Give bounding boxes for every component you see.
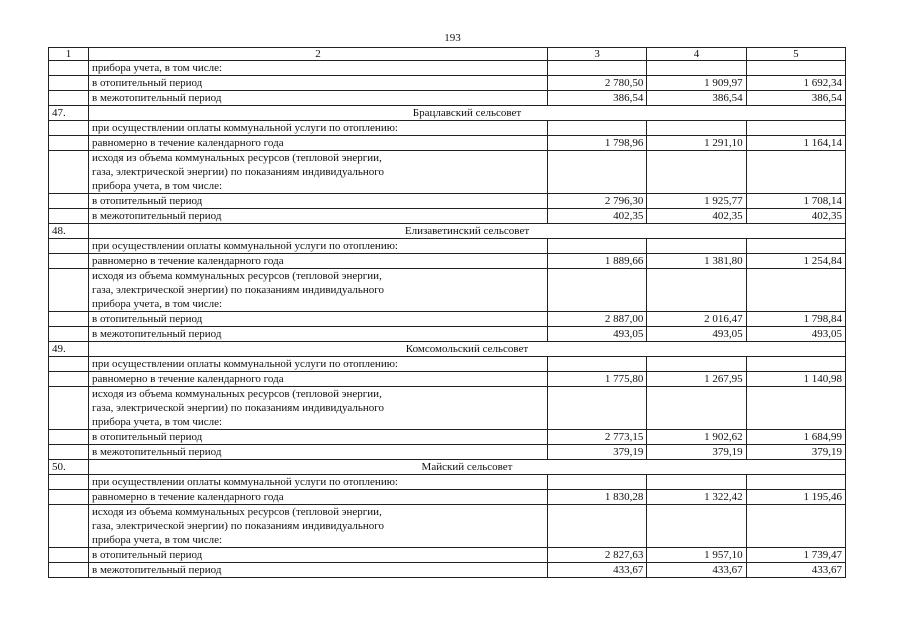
value-cell: 1 291,10: [647, 136, 746, 151]
value-cell: [548, 151, 647, 194]
row-number-cell: [49, 121, 89, 136]
table-row-multiline: [49, 387, 846, 430]
row-label-multiline: [89, 387, 548, 430]
section-row: [49, 342, 846, 357]
value-cell: [647, 505, 746, 548]
row-label-multiline: [89, 269, 548, 312]
row-label: в межотопительный период: [89, 91, 548, 106]
row-number-cell: [49, 76, 89, 91]
row-label-line: прибора учета, в том числе:: [92, 416, 223, 428]
row-number-cell: [49, 548, 89, 563]
value-cell: 1 140,98: [746, 372, 845, 387]
row-label: прибора учета, в том числе:: [89, 61, 548, 76]
table-row-multiline: [49, 269, 846, 312]
value-cell: [746, 505, 845, 548]
row-label: при осуществлении оплаты коммунальной услуги по отоплению:: [89, 121, 548, 136]
table-row: [49, 121, 846, 136]
value-cell: 402,35: [647, 209, 746, 224]
value-cell: [548, 475, 647, 490]
header-col-5: 5: [746, 48, 845, 61]
row-label-multiline: [89, 505, 548, 548]
value-cell: 1 957,10: [647, 548, 746, 563]
row-number-cell: [49, 91, 89, 106]
value-cell: 1 692,34: [746, 76, 845, 91]
value-cell: 1 889,66: [548, 254, 647, 269]
row-label: в отопительный период: [89, 548, 548, 563]
row-label: в межотопительный период: [89, 445, 548, 460]
value-cell: 1 775,80: [548, 372, 647, 387]
table-row: [49, 136, 846, 151]
row-number-cell: [49, 136, 89, 151]
page-number: 193: [444, 32, 461, 44]
table-row-multiline: [49, 151, 846, 194]
value-cell: 1 798,96: [548, 136, 647, 151]
value-cell: 1 684,99: [746, 430, 845, 445]
row-number-cell: [49, 194, 89, 209]
value-cell: 2 796,30: [548, 194, 647, 209]
value-cell: [548, 121, 647, 136]
table-row: [49, 209, 846, 224]
value-cell: [647, 269, 746, 312]
row-label-line: исходя из объема коммунальных ресурсов (тепловой энергии,: [92, 152, 382, 164]
section-title: Елизаветинский сельсовет: [89, 224, 846, 239]
row-number-cell: [49, 151, 89, 194]
table-row: [49, 372, 846, 387]
table-row: [49, 445, 846, 460]
row-number-cell: [49, 475, 89, 490]
value-cell: 379,19: [548, 445, 647, 460]
table-row: [49, 490, 846, 505]
table-row-multiline: [49, 505, 846, 548]
row-label: в межотопительный период: [89, 209, 548, 224]
value-cell: 1 708,14: [746, 194, 845, 209]
value-cell: [746, 387, 845, 430]
section-row: [49, 106, 846, 121]
value-cell: [548, 505, 647, 548]
row-number-cell: [49, 505, 89, 548]
row-label: при осуществлении оплаты коммунальной услуги по отоплению:: [89, 239, 548, 254]
value-cell: [548, 357, 647, 372]
row-label: при осуществлении оплаты коммунальной услуги по отоплению:: [89, 475, 548, 490]
row-label: равномерно в течение календарного года: [89, 490, 548, 505]
row-label-line: прибора учета, в том числе:: [92, 298, 223, 310]
value-cell: 2 016,47: [647, 312, 746, 327]
value-cell: 1 830,28: [548, 490, 647, 505]
table-row: [49, 327, 846, 342]
table-row: [49, 194, 846, 209]
header-col-4: 4: [647, 48, 746, 61]
value-cell: 1 267,95: [647, 372, 746, 387]
row-label: равномерно в течение календарного года: [89, 254, 548, 269]
section-title: Майский сельсовет: [89, 460, 846, 475]
row-label-line: газа, электрической энергии) по показаниям индивидуального: [92, 166, 384, 178]
value-cell: 493,05: [548, 327, 647, 342]
header-col-1: 1: [49, 48, 89, 61]
row-number-cell: [49, 563, 89, 578]
section-number: 50.: [49, 460, 89, 475]
table-row: [49, 357, 846, 372]
row-number-cell: [49, 209, 89, 224]
table-row: [49, 254, 846, 269]
value-cell: 1 739,47: [746, 548, 845, 563]
row-label-line: прибора учета, в том числе:: [92, 180, 223, 192]
row-number-cell: [49, 254, 89, 269]
value-cell: 2 827,63: [548, 548, 647, 563]
section-number: 49.: [49, 342, 89, 357]
table-row: [49, 239, 846, 254]
value-cell: 1 798,84: [746, 312, 845, 327]
value-cell: 386,54: [647, 91, 746, 106]
value-cell: [548, 269, 647, 312]
value-cell: 1 195,46: [746, 490, 845, 505]
row-number-cell: [49, 490, 89, 505]
row-label-line: газа, электрической энергии) по показаниям индивидуального: [92, 520, 384, 532]
row-number-cell: [49, 312, 89, 327]
row-number-cell: [49, 445, 89, 460]
row-label-line: газа, электрической энергии) по показаниям индивидуального: [92, 284, 384, 296]
row-label-line: исходя из объема коммунальных ресурсов (тепловой энергии,: [92, 506, 382, 518]
value-cell: 1 322,42: [647, 490, 746, 505]
row-label: в межотопительный период: [89, 327, 548, 342]
table-row: [49, 430, 846, 445]
value-cell: 386,54: [548, 91, 647, 106]
value-cell: [746, 357, 845, 372]
row-label-multiline: [89, 151, 548, 194]
value-cell: [647, 61, 746, 76]
value-cell: 379,19: [746, 445, 845, 460]
table-body: [49, 48, 846, 578]
row-label-line: исходя из объема коммунальных ресурсов (тепловой энергии,: [92, 388, 382, 400]
row-label: в отопительный период: [89, 312, 548, 327]
table-row: [49, 475, 846, 490]
row-label-line: прибора учета, в том числе:: [92, 534, 223, 546]
row-number-cell: [49, 327, 89, 342]
row-number-cell: [49, 61, 89, 76]
section-row: [49, 460, 846, 475]
value-cell: 493,05: [746, 327, 845, 342]
header-col-2: 2: [89, 48, 548, 61]
table-row: [49, 91, 846, 106]
value-cell: [746, 475, 845, 490]
row-label: в межотопительный период: [89, 563, 548, 578]
table-row: [49, 548, 846, 563]
value-cell: 402,35: [548, 209, 647, 224]
row-label: равномерно в течение календарного года: [89, 136, 548, 151]
row-number-cell: [49, 357, 89, 372]
value-cell: 433,67: [647, 563, 746, 578]
value-cell: 433,67: [746, 563, 845, 578]
value-cell: [746, 239, 845, 254]
value-cell: [548, 387, 647, 430]
value-cell: 2 773,15: [548, 430, 647, 445]
value-cell: [548, 239, 647, 254]
table-row: [49, 312, 846, 327]
value-cell: 402,35: [746, 209, 845, 224]
value-cell: [548, 61, 647, 76]
row-number-cell: [49, 430, 89, 445]
section-number: 47.: [49, 106, 89, 121]
value-cell: [647, 151, 746, 194]
section-title: Брацлавский сельсовет: [89, 106, 846, 121]
value-cell: [746, 269, 845, 312]
value-cell: 379,19: [647, 445, 746, 460]
tariff-table: [48, 47, 846, 578]
section-title: Комсомольский сельсовет: [89, 342, 846, 357]
value-cell: [647, 121, 746, 136]
value-cell: 1 164,14: [746, 136, 845, 151]
value-cell: 386,54: [746, 91, 845, 106]
value-cell: [746, 61, 845, 76]
value-cell: [647, 387, 746, 430]
table-row: [49, 61, 846, 76]
value-cell: [746, 151, 845, 194]
row-number-cell: [49, 239, 89, 254]
value-cell: [647, 357, 746, 372]
value-cell: 1 381,80: [647, 254, 746, 269]
value-cell: [647, 239, 746, 254]
value-cell: 2 887,00: [548, 312, 647, 327]
row-number-cell: [49, 269, 89, 312]
table-row: [49, 563, 846, 578]
value-cell: 2 780,50: [548, 76, 647, 91]
row-label: в отопительный период: [89, 194, 548, 209]
row-label-line: газа, электрической энергии) по показаниям индивидуального: [92, 402, 384, 414]
row-label: в отопительный период: [89, 430, 548, 445]
row-number-cell: [49, 387, 89, 430]
value-cell: 1 925,77: [647, 194, 746, 209]
table-row: [49, 76, 846, 91]
value-cell: 1 254,84: [746, 254, 845, 269]
value-cell: [647, 475, 746, 490]
header-col-3: 3: [548, 48, 647, 61]
value-cell: 433,67: [548, 563, 647, 578]
row-number-cell: [49, 372, 89, 387]
value-cell: 1 902,62: [647, 430, 746, 445]
section-number: 48.: [49, 224, 89, 239]
row-label: равномерно в течение календарного года: [89, 372, 548, 387]
section-row: [49, 224, 846, 239]
value-cell: 1 909,97: [647, 76, 746, 91]
row-label: при осуществлении оплаты коммунальной услуги по отоплению:: [89, 357, 548, 372]
row-label: в отопительный период: [89, 76, 548, 91]
value-cell: [746, 121, 845, 136]
value-cell: 493,05: [647, 327, 746, 342]
table-header-row: [49, 48, 846, 61]
row-label-line: исходя из объема коммунальных ресурсов (тепловой энергии,: [92, 270, 382, 282]
